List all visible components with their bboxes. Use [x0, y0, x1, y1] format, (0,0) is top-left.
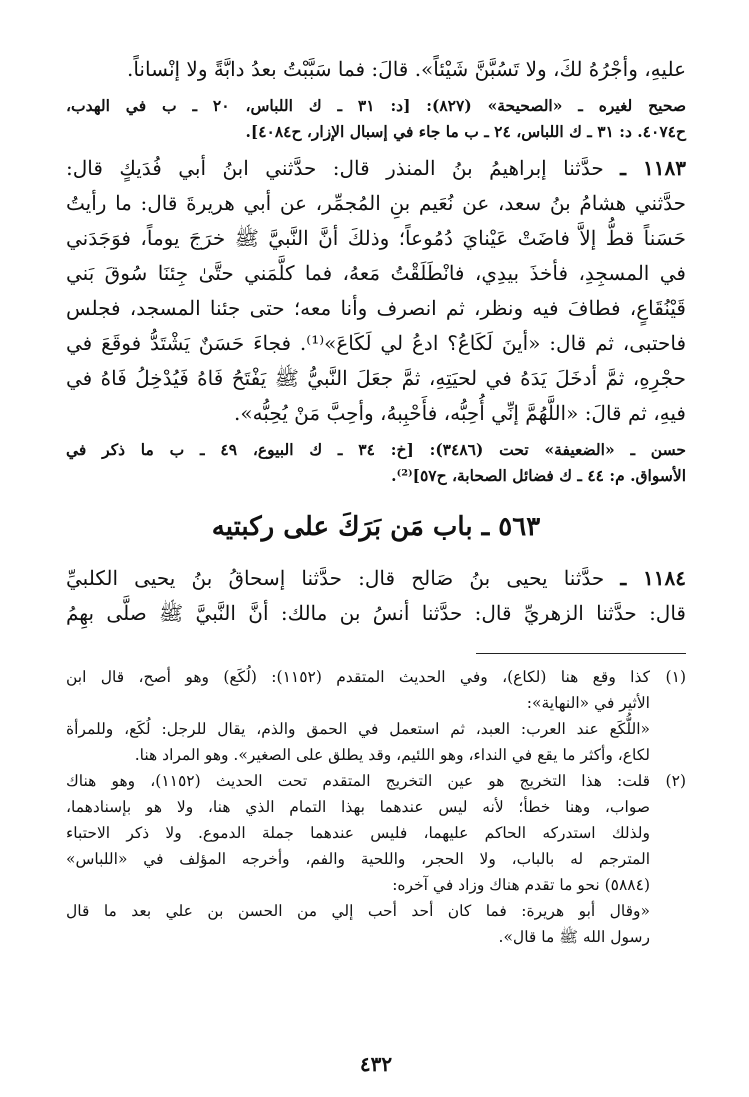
- takhrij-note-1: [66, 93, 686, 145]
- text-line: (٥٨٨٤) نحو ما تقدم هناك وزاد في آخره:: [392, 876, 650, 894]
- text-line: «وقال أبو هريرة: فما كان أحد أحب إلي من الحسن بن علي بعد ما قال: [66, 902, 650, 920]
- hadith-number: ١١٨٣ ـ: [620, 156, 686, 180]
- book-page: [66, 52, 687, 1076]
- takhrij-note-2: [66, 437, 686, 489]
- hadith-1184: [66, 561, 686, 631]
- footnote-number: (٢): [665, 772, 686, 790]
- text-line: ١١٨٤ ـ حدَّثنا يحيى بنُ صَالح قال: حدَّثنا إسحاقُ بنُ يحيى الكلبيِّ: [66, 566, 687, 590]
- text-line: لكاع، وأكثر ما يقع في النداء، وهو اللئيم، وقد يطلق على الصغير». وهو المراد هنا.: [134, 746, 650, 764]
- text-line: الأثير في «النهاية»:: [526, 694, 650, 712]
- page-number: ٤٣٢: [359, 1052, 393, 1076]
- footnotes: [66, 664, 686, 950]
- text-line: حدَّثني هشامُ بنُ سعد، عن نُعَيم بنِ المُجمِّر، عن أبي هريرةَ قال: ما رأيتُ: [66, 191, 686, 215]
- text-line: حجْرِهِ، ثمَّ أدخَلَ يَدَهُ في لحيَتِهِ، ثمَّ جعَلَ النَّبيُّ ﷺ يَفْتَحُ فَاهُ فَيُدْخِلُ فَاهُ في: [66, 366, 686, 390]
- text-line: صحيح لغيره ـ «الصحيحة» (٨٢٧): [د: ٣١ ـ ك اللباس، ٢٠ ـ ب في الهدب،: [66, 96, 687, 115]
- text-line: في المسجِدِ، فأخذَ بيدِي، فانْطَلَقْتُ مَعهُ، فما كلَّمَني حتَّىٰ جِئنَا سُوقَ بَني: [66, 261, 686, 285]
- footnote-number: (١): [665, 668, 686, 686]
- text-line: الأسواق. م: ٤٤ ـ ك فضائل الصحابة، ح٥٧]⁽²⁾.: [391, 466, 686, 485]
- text-line: فيهِ، ثم قالَ: «اللَّهُمَّ إنِّي أُحِبُّه، فأَحْبِبهُ، وأحِبَّ مَنْ يُحِبُّه».: [233, 401, 686, 425]
- text-line: قلت: هذا التخريج هو عين التخريج المتقدم تحت الحديث (١١٥٢)، وهو هناك: [66, 772, 651, 790]
- footnote-divider: [476, 653, 686, 654]
- text-line: حسن ـ «الضعيفة» تحت (٣٤٨٦): [خ: ٣٤ ـ ك البيوع، ٤٩ ـ ب ما ذكر في: [66, 440, 687, 459]
- text-line: رسول الله ﷺ ما قال».: [498, 928, 650, 946]
- footnote-body: [66, 664, 650, 768]
- text-line: صواب، وهنا خطأ؛ لأنه ليس عندهما بهذا التمام الذي هنا، ولا هو بإسنادهما،: [66, 798, 650, 816]
- footnote-body: [66, 768, 650, 950]
- text-line: ١١٨٣ ـ حدَّثنا إبراهيمُ بنُ المنذر قال: حدَّثني ابنُ أبي فُدَيكٍ قال:: [66, 156, 686, 180]
- chapter-heading: ٥٦٣ ـ باب مَن بَرَكَ على ركبتيه: [211, 512, 541, 542]
- hadith-number: ١١٨٤ ـ: [620, 566, 687, 590]
- hadith-1183: [66, 151, 686, 431]
- top-paragraph: [66, 52, 686, 87]
- footnote-2: [66, 768, 686, 950]
- text-line: حَسَناً قطُّ إلاَّ فاضَتْ عَيْنايَ دُمُوعاً؛ وذلكَ أنَّ النَّبيَّ ﷺ خرَجَ يوماً، فوَجَدَني: [66, 226, 686, 250]
- text-line: كذا وقع هنا (لكاع)، وفي الحديث المتقدم (١١٥٢): (لُكَع) وهو أصح، قال ابن: [66, 668, 650, 686]
- text-line: ولذلك استدركه الحاكم عليهما، فليس عندهما جملة الدموع. ولا ذكر الاحتباء: [66, 824, 650, 842]
- text-line: عليهِ، وأجْرُهُ لكَ، ولا تَسُبَّنَّ شَيْئاً». قالَ: فما سَبَّبْتُ بعدُ دابَّةً ولا إنْساناً.: [126, 57, 686, 81]
- text-line: فاحتبى، ثم قال: «أينَ لَكَاعُ؟ ادعُ لي لَكَاعَ»⁽¹⁾. فجاءَ حَسَنٌ يَشْتَدُّ فوقَعَ في: [66, 331, 687, 355]
- text-line: قال: حدَّثنا الزهريِّ قال: حدَّثنا أنسُ بن مالك: أنَّ النَّبيَّ ﷺ صلَّى بهِمُ: [66, 601, 686, 625]
- text-line: «اللُّكَع عند العرب: العبد، ثم استعمل في الحمق والذم، يقال للرجل: لُكَع، وللمرأة: [66, 720, 650, 738]
- text-line: قَيْنُقَاعٍ، فطافَ فيه ونظر، ثم انصرف وأنا معه؛ حتى جئنا المسجد، فجلس: [66, 296, 686, 320]
- footnote-1: [66, 664, 686, 768]
- text-line: ح٤٠٧٤. د: ٣١ ـ ك اللباس، ٢٤ ـ ب ما جاء في إسبال الإزار، ح٤٠٨٤].: [245, 122, 686, 141]
- text-line: المترجم له بالباب، ولا الحجر، واللحية والفم، وأخرجه المؤلف في «اللباس»: [66, 850, 650, 868]
